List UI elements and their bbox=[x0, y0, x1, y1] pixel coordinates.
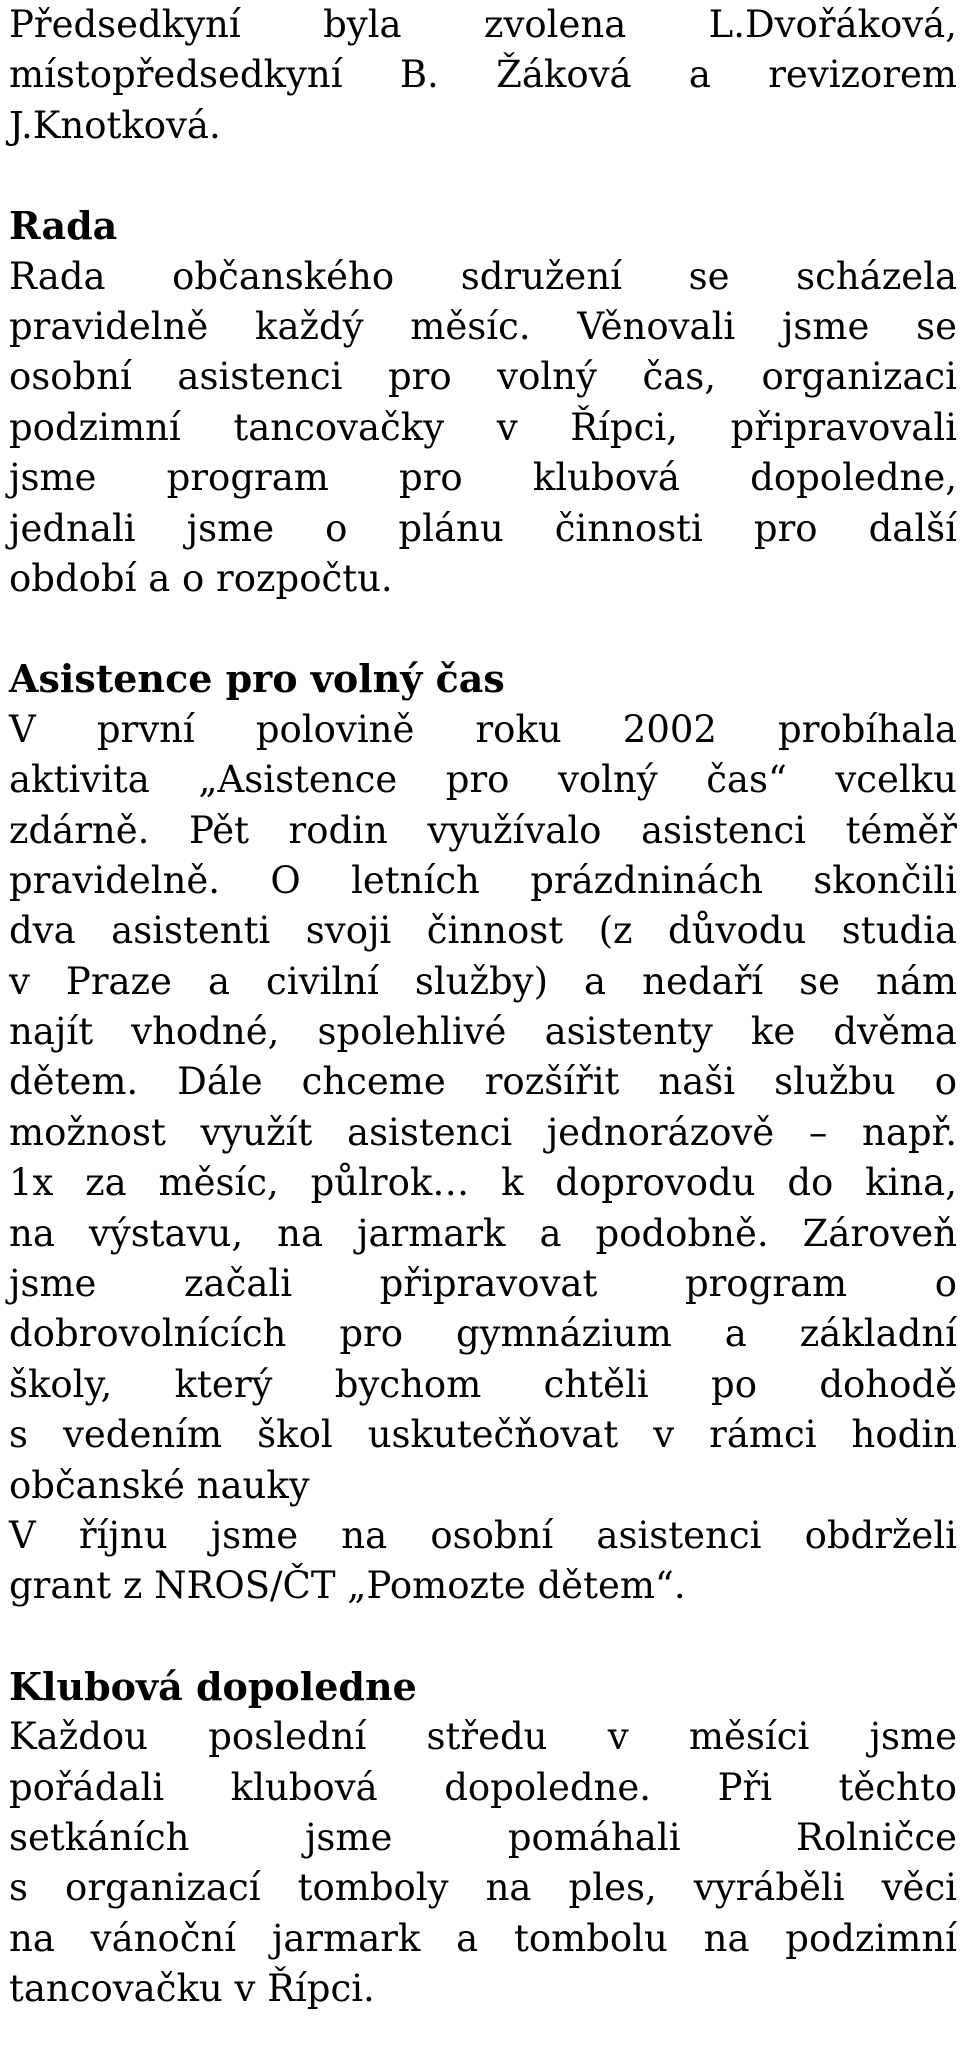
heading-rada: Rada bbox=[9, 203, 118, 249]
asistence-line: zdárně. Pět rodin využívalo asistenci téměř bbox=[9, 808, 957, 852]
asistence-line: V první polovině roku 2002 probíhala bbox=[9, 707, 957, 751]
heading-klubova: Klubová dopoledne bbox=[9, 1663, 417, 1709]
rada-paragraph bbox=[9, 252, 957, 605]
rada-line: období a o rozpočtu. bbox=[9, 556, 393, 600]
heading-asistence: Asistence pro volný čas bbox=[9, 656, 505, 702]
asistence-line: s vedením škol uskutečňovat v rámci hodin bbox=[9, 1413, 957, 1457]
asistence-line: grant z NROS/ČT „Pomozte dětem“. bbox=[9, 1564, 686, 1608]
asistence-paragraph bbox=[9, 705, 957, 1612]
asistence-line: možnost využít asistenci jednorázově – např. bbox=[9, 1110, 957, 1154]
klubova-line: s organizací tomboly na ples, vyráběli věci bbox=[9, 1866, 957, 1910]
rada-line: jsme program pro klubová dopoledne, bbox=[9, 456, 957, 500]
asistence-line: dobrovolnících pro gymnázium a základní bbox=[9, 1312, 957, 1356]
asistence-line: 1x za měsíc, půlrok… k doprovodu do kina, bbox=[9, 1161, 957, 1205]
asistence-line: občanské nauky bbox=[9, 1463, 310, 1507]
asistence-line: na výstavu, na jarmark a podobně. Zároveň bbox=[9, 1211, 957, 1255]
asistence-line: jsme začali připravovat program o bbox=[9, 1262, 957, 1306]
asistence-line: V říjnu jsme na osobní asistenci obdrželi bbox=[9, 1513, 957, 1557]
rada-line: pravidelně každý měsíc. Věnovali jsme se bbox=[9, 304, 957, 348]
klubova-paragraph bbox=[9, 1712, 957, 2014]
asistence-line: školy, který bychom chtěli po dohodě bbox=[9, 1362, 957, 1406]
klubova-line: setkáních jsme pomáhali Rolničce bbox=[9, 1815, 957, 1859]
rada-line: osobní asistenci pro volný čas, organizaci bbox=[9, 355, 957, 399]
asistence-line: pravidelně. O letních prázdninách skončili bbox=[9, 858, 957, 902]
klubova-line: pořádali klubová dopoledne. Při těchto bbox=[9, 1765, 957, 1809]
intro-line: Předsedkyní byla zvolena L.Dvořáková, bbox=[9, 3, 957, 46]
asistence-line: v Praze a civilní služby) a nedaří se nám bbox=[9, 959, 957, 1003]
klubova-line: tancovačku v Řípci. bbox=[9, 1967, 375, 2011]
rada-line: podzimní tancovačky v Řípci, připravovali bbox=[9, 405, 957, 449]
asistence-line: dětem. Dále chceme rozšířit naši službu o bbox=[9, 1060, 957, 1104]
intro-paragraph bbox=[9, 0, 957, 151]
klubova-line: na vánoční jarmark a tombolu na podzimní bbox=[9, 1916, 957, 1960]
asistence-line: aktivita „Asistence pro volný čas“ vcelku bbox=[9, 758, 957, 802]
rada-line: Rada občanského sdružení se scházela bbox=[9, 254, 957, 298]
document-page bbox=[9, 0, 957, 2015]
rada-line: jednali jsme o plánu činnosti pro další bbox=[9, 506, 957, 550]
intro-line: místopředsedkyní B. Žáková a revizorem bbox=[9, 53, 957, 97]
asistence-line: najít vhodné, spolehlivé asistenty ke dvěma bbox=[9, 1010, 957, 1054]
klubova-line: Každou poslední středu v měsíci jsme bbox=[9, 1715, 957, 1759]
asistence-line: dva asistenti svoji činnost (z důvodu studia bbox=[9, 909, 957, 953]
intro-line: J.Knotková. bbox=[9, 103, 221, 147]
